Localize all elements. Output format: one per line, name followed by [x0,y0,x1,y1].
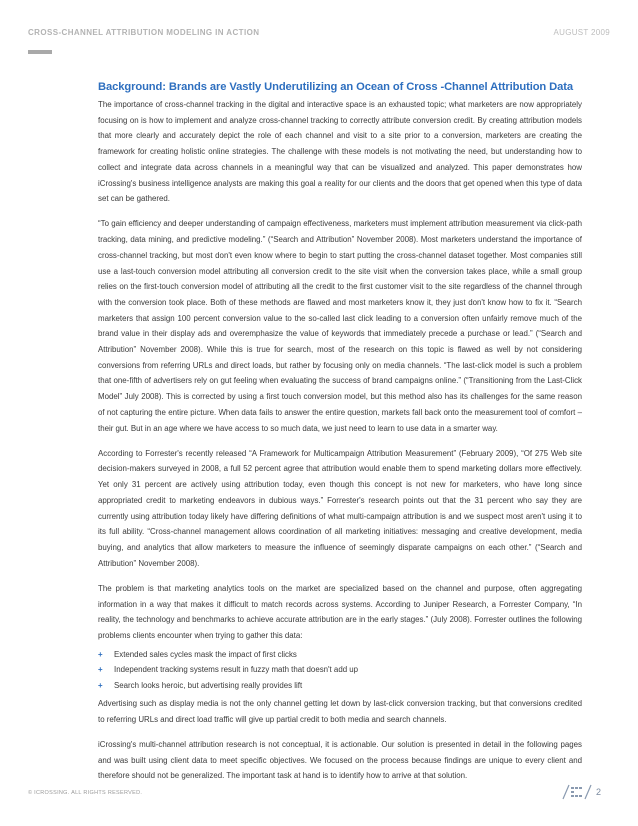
list-item [98,647,582,662]
header-accent-bar [28,50,52,54]
main-content [98,80,582,793]
paragraph-importance: The importance of cross-channel tracking in the digital and interactive space is an exhausted topic; what marketers are now appropriately focusing on is how to implement and analyze cross-channel tracking to correctly attribute conversion credit. By creating attribution models that more clearly and accurately depict the role of each channel and visit to a site prior to a conversion, marketers are creating the framework for creating holistic online strategies. The challenge with these models is not motivating the need, but understanding how to collect and integrate data across channels in a meaningful way that can be visualized and analyzed. This paper demonstrates how iCrossing's business intelligence analysts are making this goal a reality for our clients and the doors that get opened when this type of data set can be gathered. [98,100,582,204]
paragraph-forrester: According to Forrester's recently released “A Framework for Multicampaign Attribution Measurement” (February 2009), “Of 275 Web site decision-makers surveyed in 2008, a full 52 percent agree that attribution would enable them to spend marketing dollars more effectively. Yet only 31 percent are actively using attribution today, even though this concept is not new for marketers, who have long since appropriated credit to marketing endeavors in dubious ways.” Forrester's research points out that the 31 percent who say they are currently using attribution today likely have differing definitions of what multi-campaign attribution is and we suspect most aren't using it to its full ability. “Cross-channel management allows coordination of all marketing initiatives: messaging and creative development, media buying, and analytics that allow marketers to measure the influence of seemingly disparate campaigns on each other.” (“Search and Attribution” November 2008). [98,448,582,568]
list-item-text: Search looks heroic, but advertising really provides lift [114,680,303,690]
footer-copyright: © ICROSSING. ALL RIGHTS RESERVED. [28,790,143,796]
icrossing-logo-icon [562,784,592,800]
page-number: 2 [596,787,602,797]
plus-bullet-icon: + [98,680,103,690]
paragraph-problem: The problem is that marketing analytics tools on the market are specialized based on the channel and purpose, often aggregating information in a way that makes it difficult to match records across systems. According to Juniper Research, a Forrester Company, “In reality, the technology and benchmarks to achieve accurate attribution are in the early stages.” (July 2008). Forrester outlines the following problems clients encounter when trying to gather this data: [98,583,582,640]
running-header-title: CROSS-CHANNEL ATTRIBUTION MODELING IN ACTION [28,28,260,37]
list-item [98,678,582,693]
list-item-text: Independent tracking systems result in fuzzy math that doesn't add up [114,665,359,675]
problem-list [98,647,582,693]
running-header-date: AUGUST 2009 [553,28,610,37]
plus-bullet-icon: + [98,665,103,675]
paragraph-efficiency: “To gain efficiency and deeper understanding of campaign effectiveness, marketers must implement attribution measurement via click-path tracking, data mining, and predictive modeling.” (“Search and Attribution” November 2008). Most marketers understand the importance of cross-channel tracking, but most don't even know where to begin to start putting the cross-channel dataset together. Most companies still use a last-touch conversion model attributing all conversion credit to the site visit when the conversion takes place, while a small group relies on the first-touch conversion model of attributing all the credit to the first customer visit to the site regardless of the channel through with the conversion took place. Both of these methods are flawed and most marketers know it, they just don't know how to fix it. “Search marketers that assign 100 percent conversion value to the so-called last click leading to a conversion often unfairly remove much of the brand value in their display ads and overemphasize the value of keywords that immediately precede a purchase or lead.” (“Search and Attribution” November 2008). While this is true for search, most of the research on this topic is flawed as well by not considering conversions from referring URLs and direct loads, but rather by focusing only on media channels. “The last-click model is such a problem that one-fifth of advertisers rely on gut feeling when evaluating the success of brand campaigns online.” (“Transitioning from the Last-Click Model” July 2008). This is corrected by using a first touch conversion model, but this method also has its challenges for the same reason of not capturing the entire picture. When data fails to answer the entire question, markets fall back onto the measurement tool of comfort – their gut. But in an age where we have access to so much data, we just need to learn to use data in a smarter way. [98,219,582,433]
paragraph-advertising: Advertising such as display media is not the only channel getting let down by last-click conversion tracking, but that conversions credited to referring URLs and direct load traffic will give up partial credit to both media and search channels. [98,698,582,724]
list-item-text: Extended sales cycles mask the impact of first clicks [114,649,297,659]
section-heading: Background: Brands are Vastly Underutilizing an Ocean of Cross -Channel Attribution Data [98,81,574,93]
paragraph-solution: iCrossing's multi-channel attribution research is not conceptual, it is actionable. Our solution is presented in detail in the following pages and was built using client data to meet specific objectives. We focused on the process because findings are unique to every client and therefore should not be generalized. The important task at hand is to identify how to arrive at that solution. [98,739,582,781]
plus-bullet-icon: + [98,649,103,659]
list-item [98,662,582,677]
